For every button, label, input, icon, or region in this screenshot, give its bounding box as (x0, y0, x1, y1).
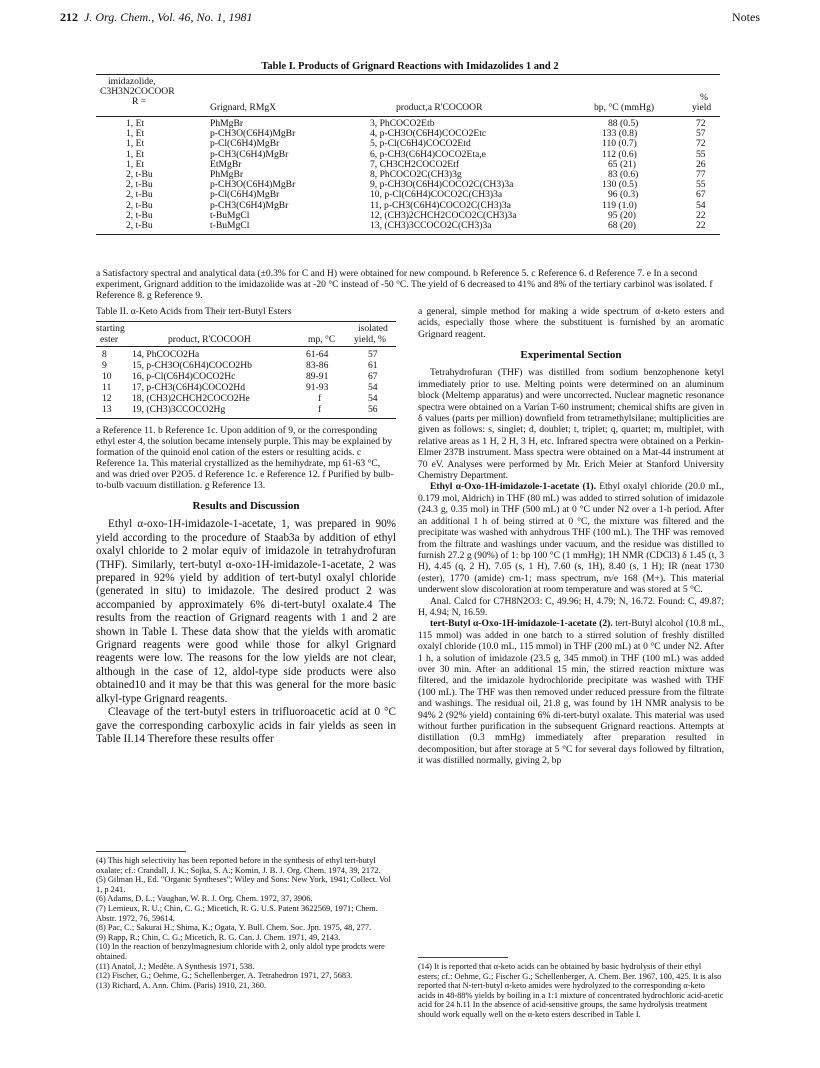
col-imidazolide-label: imidazolide, (108, 76, 156, 87)
table2-body (96, 347, 396, 415)
table1-cell: 1, Et (126, 148, 145, 160)
experimental-heading: Experimental Section (520, 349, 622, 362)
col-ester: ester (100, 334, 119, 346)
table1-cell: 11, p-CH3(C6H4)COCO2C(CH3)3a (370, 199, 511, 211)
table1-caption: Table I. Products of Grignard Reactions with Imidazolides 1 and 2 (261, 61, 559, 72)
table1-cell: 57 (696, 128, 706, 140)
table2-cell: 56 (368, 404, 378, 416)
table2-cell: 15, p-CH3O(C6H4)COCO2Hb (132, 360, 252, 372)
table2-cell: 10 (102, 371, 112, 383)
intro-continued (418, 306, 724, 340)
table2-row (96, 349, 396, 360)
table1-cell: 7, CH3CH2COCO2Etf (370, 158, 460, 170)
footnote-right (418, 957, 724, 1020)
right-column (418, 306, 724, 767)
table1-cell: 1, Et (126, 118, 145, 129)
footnote-item: (6) Adams, D. L.; Vaughan, W. R. J. Org. Chem. 1972, 37, 3906. (96, 894, 313, 904)
col-t2-product: product, R'COCOOH (168, 334, 251, 346)
table1-cell: 8, PhCOCO2C(CH3)3g (370, 168, 462, 180)
results-heading: Results and Discussion (192, 500, 300, 513)
exp-analysis-1: Anal. Calcd for C7H8N2O3: C, 49.96; H, 4.79; N, 16.72. Found: C, 49.87; H, 4.94; N, 16.59. (418, 595, 724, 618)
col-imidazolide-r: R = (132, 96, 147, 107)
table1-cell: 10, p-Cl(C6H4)COCO2C(CH3)3a (370, 189, 503, 201)
table1-cell: p-CH3O(C6H4)MgBr (210, 179, 296, 191)
table1-cell: 2, t-Bu (126, 189, 153, 201)
table1-cell: 55 (696, 179, 706, 191)
footnotes-left (96, 851, 396, 990)
table2-cell: 67 (368, 371, 378, 383)
table2-cell: 12 (102, 393, 112, 405)
table1-row (96, 221, 720, 231)
table2-cell: 18, (CH3)2CHCH2COCO2He (132, 393, 250, 405)
col-bp: bp, °C (mmHg) (594, 102, 655, 113)
table1-cell: 26 (696, 158, 706, 170)
journal-citation (60, 10, 253, 25)
table2-cell: 91-93 (306, 382, 329, 394)
footnote-item: (11) Anatol, J.; Medête. A Synthesis 1971, 538. (96, 961, 255, 971)
table1-cell: 1, Et (126, 128, 145, 140)
footnote-item: (7) Lemieux, R. U.; Chin, C. G.; Micetich, R. G. U.S. Patent 3622569, 1971; Chem. Abstr. 1972, 76, 59614. (96, 903, 378, 923)
table1-cell: 1, Et (126, 138, 145, 150)
table1-cell: t-BuMgCl (210, 209, 250, 221)
table1-cell: 65 (21) (608, 158, 636, 170)
table2-caption: Table II. α-Keto Acids from Their tert-Butyl Esters (96, 306, 292, 317)
exp-compound-2 (418, 618, 724, 766)
table1-cell: 1, Et (126, 158, 145, 170)
table1-cell: 3, PhCOCO2Etb (370, 118, 435, 129)
table1-cell: PhMgBr (210, 118, 244, 129)
table1-cell: 13, (CH3)3CCOCO2C(CH3)3a (370, 219, 492, 231)
table1-cell: 95 (20) (608, 209, 636, 221)
table1-cell: 96 (0.3) (608, 189, 639, 201)
col-imidazolide-formula: C3H3N2COCOOR (100, 86, 175, 97)
table2-row (96, 382, 396, 393)
table1-cell: 2, t-Bu (126, 168, 153, 180)
col-grignard: Grignard, RMgX (210, 102, 277, 113)
table1-cell: 112 (0.6) (602, 148, 637, 160)
col-isolated: isolated (358, 323, 388, 335)
table1-row (96, 190, 720, 200)
footnote-item: (13) Richard, A. Ann. Chim. (Paris) 1910, 21, 360. (96, 980, 267, 990)
table1-cell: 6, p-CH3(C6H4)COCO2Eta,e (370, 148, 486, 160)
left-column (96, 306, 396, 746)
table1-cell: 9, p-CH3O(C6H4)COCO2C(CH3)3a (370, 179, 514, 191)
table2-cell: f (318, 404, 322, 416)
col-starting: starting (96, 323, 125, 335)
table1-cell: 22 (696, 219, 706, 231)
table1-cell: p-Cl(C6H4)MgBr (210, 189, 280, 201)
table1-cell: p-CH3O(C6H4)MgBr (210, 128, 296, 140)
table1-cell: 119 (1.0) (602, 199, 637, 211)
table2-row (96, 393, 396, 404)
table1 (96, 74, 720, 235)
page-number: 212 (60, 10, 78, 24)
table1-cell: 68 (20) (608, 219, 636, 231)
col-yield: yield (692, 102, 712, 113)
table1-header (96, 74, 720, 117)
table2-cell: 61-64 (306, 349, 329, 361)
journal-name: J. Org. Chem., Vol. 46, No. 1, 1981 (84, 10, 253, 24)
table1-footnote: a Satisfactory spectral and analytical data (±0.3% for C and H) were obtained for new compound. b Reference 5. c Reference 6. d Reference 7. e In a second experiment, Grignard addition to the imidazolide was at -20 °C instead of -50 °C. The yield of 6 decreased to 41% and 8% of the tertiary carbinol was isolated. f Reference 8. g Reference 9. (96, 268, 713, 301)
table1-cell: 133 (0.8) (602, 128, 638, 140)
footnote-item: (4) This high selectivity has been reported before in the synthesis of ethyl tert-butyl oxalate; cf.: Crandall, J. K.; Sojka, S. A.; Komin, J. B. J. Org. Chem. 1974, 39, 2172. (96, 856, 381, 875)
table1-cell: p-Cl(C6H4)MgBr (210, 138, 280, 150)
table1-cell: 77 (696, 168, 706, 180)
right-para-0: a general, simple method for making a wide spectrum of α-keto esters and acids, especially those where the substituent is furnished by an aromatic Grignard reagent. (418, 306, 724, 340)
table1-cell: 22 (696, 209, 706, 221)
footnote-item: (9) Rapp, R.; Chin, C. G.; Micetich, R. G. Can. J. Chem. 1971, 49, 2143. (96, 932, 341, 942)
table2-cell: 13 (102, 404, 112, 416)
table1-cell: 88 (0.5) (608, 118, 639, 129)
footnote-item: (8) Pac, C.; Sakurai H.; Shima, K.; Ogata, Y. Bull. Chem. Soc. Jpn. 1975, 48, 277. (96, 923, 372, 933)
table2-row (96, 371, 396, 382)
results-para-1: Ethyl α-oxo-1H-imidazole-1-acetate, 1, was prepared in 90% yield according to the procedure of Staab3a by addition of ethyl oxalyl chloride to 2 molar equiv of imidazole in tetrahydrofuran (THF). Similarly, tert-butyl α-oxo-1H-imidazole-1-acetate, 2 was prepared in 92% yield by addition of tert-butyl oxalyl chloride (generated in situ) to imidazole. The desired product 2 was accompanied by approximately 6% di-tert-butyl oxalate.4 The results from the reaction of Grignard reagents with 1 and 2 are shown in Table I. These data show that the yields with aromatic Grignard reagents were good while those for alkyl Grignard reagents were low. The reasons for the low yields are not clear, although in the case of 12, aldol-type side products were also obtained10 and it may be that this was general for the more basic alkyl-type Grignard reagents. (96, 518, 396, 705)
table2-cell: 57 (368, 349, 378, 361)
table1-cell: p-CH3(C6H4)MgBr (210, 199, 289, 211)
table2-header (96, 321, 396, 347)
table1-cell: 72 (696, 138, 706, 150)
table1-cell: EtMgBr (210, 158, 242, 170)
col-mp: mp, °C (308, 334, 336, 346)
table1-cell: 67 (696, 189, 706, 201)
exp-compound-2-text: tert-Butyl alcohol (10.8 mL, 115 mmol) was added in one batch to a stirred solution of freshly distilled oxalyl chloride (10.0 mL, 115 mmol) in THF (200 mL) at 0 °C under N2. After 1 h, a solution of imidazole (23.5 g, 345 mmol) in THF (100 mL) was added over 30 min. After an additional 15 min, the stirred reaction mixture was filtered, and the imidazole hydrochloride precipitate was washed with THF (100 mL). The THF was then removed under reduced pressure from the filtrate and washings. The residual oil, 21.8 g, was found by 1H NMR analysis to be 94% 2 (92% yield) containing 6% di-tert-butyl oxalate. This material was used without further purification in the subsequent Grignard reactions. Attempts at distillation (0.3 mmHg) immediately after preparation resulted in decomposition, but after storage at 5 °C for several days followed by filtration, it was distilled normally, giving 2, bp (418, 618, 725, 767)
results-para-2: Cleavage of the tert-butyl esters in trifluoroacetic acid at 0 °C gave the corresponding carboxylic acids in fair yields as seen in Table II.14 Therefore these results offer (96, 706, 396, 745)
table1-cell: 5, p-Cl(C6H4)COCO2Etd (370, 138, 471, 150)
table2-cell: 54 (368, 382, 378, 394)
footnote-item: (12) Fischer, G.; Oehme, G.; Schellenberger, A. Tetrahedron 1971, 27, 5683. (96, 971, 353, 981)
footnote-item: (10) In the reaction of benzylmagnesium chloride with 2, only aldol type prodcts were obtained. (96, 942, 385, 961)
footnote-item: (5) Gilman H., Ed. "Organic Syntheses"; Wiley and Sons: New York, 1941; Collect. Vol 1, p 241. (96, 875, 391, 894)
table1-cell: PhMgBr (210, 168, 244, 180)
table1-cell: 130 (0.5) (602, 179, 638, 191)
table1-cell: 2, t-Bu (126, 199, 153, 211)
table1-cell: 2, t-Bu (126, 209, 153, 221)
table2-cell: 83-86 (306, 360, 329, 372)
table1-cell: 72 (696, 118, 706, 129)
table1-cell: 55 (696, 148, 706, 160)
table2-cell: f (318, 393, 322, 405)
table2-row (96, 360, 396, 371)
table1-cell: 83 (0.6) (608, 168, 639, 180)
table1-cell: 2, t-Bu (126, 179, 153, 191)
exp-compound-2-title: tert-Butyl α-Oxo-1H-imidazole-1-acetate (2). (430, 618, 613, 630)
table2-cell: 14, PhCOCO2Ha (132, 349, 200, 361)
table2-cell: 54 (368, 393, 378, 405)
results-body (96, 518, 396, 746)
table2-cell: 61 (368, 360, 378, 372)
table2-cell: 89-91 (306, 371, 329, 383)
exp-compound-1-title: Ethyl α-Oxo-1H-imidazole-1-acetate (1). (430, 481, 597, 493)
table2-cell: 16, p-Cl(C6H4)COCO2Hc (132, 371, 236, 383)
table2-footnote: a Reference 11. b Reference 1c. Upon addition of 9, or the corresponding ethyl ester 4, the solution became intensely purple. This may be explained by formation of the quinoid enol cation of the esters or resulting acids. c Reference 1a. This material crystallized as the hemihydrate, mp 61-63 °C, and was dried over P2O5. d Reference 1c. e Reference 12. f Purified by bulb-to-bulb vacuum distillation. g Reference 13. (96, 425, 394, 492)
table1-cell: 12, (CH3)2CHCH2COCO2C(CH3)3a (370, 209, 517, 221)
table1-cell: 54 (696, 199, 706, 211)
table1-cell: t-BuMgCl (210, 219, 250, 231)
table1-cell: 4, p-CH3O(C6H4)COCO2Etc (370, 128, 487, 140)
table2-cell: 11 (102, 382, 112, 394)
col-yield-pct: % (700, 92, 708, 103)
table2-cell: 17, p-CH3(C6H4)COCO2Hd (132, 382, 245, 394)
exp-general: Tetrahydrofuran (THF) was distilled from sodium benzophenone ketyl immediately prior to use. Melting points were determined on an aluminum block (Meltemp apparatus) and were uncorrected. Nuclear magnetic resonance spectra were obtained on a Varian T-60 instrument; chemical shifts are given in δ values (parts per million) downfield from tetramethylsilane; multiplicities are given as follows: s, singlet; d, doublet; t, triplet; q, quartet; m, multiplet, with relative areas as 1 H, 2 H, 3 H, etc. Infrared spectra were obtained on a Perkin-Elmer 237B instrument. Mass spectra were obtained on a Mat-44 instrument at 70 eV. Analyses were performed by Mr. Erich Meier at Stanford University Chemistry Department. (418, 367, 724, 482)
col-product: product,a R'COCOOR (396, 102, 483, 113)
exp-compound-1 (418, 481, 724, 595)
table2-cell: 8 (102, 349, 107, 361)
table1-cell: p-CH3(C6H4)MgBr (210, 148, 289, 160)
table2-cell: 19, (CH3)3CCOCO2Hg (132, 404, 226, 416)
section-label: Notes (732, 10, 760, 24)
exp-compound-1-text: Ethyl oxalyl chloride (20.0 mL, 0.179 mol, Aldrich) in THF (80 mL) was added to stirred solution of imidazole (24.3 g, 0.35 mol) in THF (500 mL) at 0 °C under N2 over a 1-h period. After an additional 1 h of being stirred at 0 °C, the mixture was filtered and the precipitate was washed with anhydrous THF (100 mL). The THF was removed from the filtrate and washings under vacuum, and the residue was distilled to furnish 27.2 g (90%) of 1: bp 100 °C (1 mmHg); 1H NMR (CDCl3) δ 1.45 (t, 3 H), 4.45 (q, 2 H), 7.05 (s, 1 H), 7.60 (s, 1H), 8.40 (s, 1 H); IR (neat 1730 (ester), 1770 (amide) cm-1; mass spectrum, m/e 168 (M+). This material underwent slow discoloration at room temperature and was stored at 5 °C. (418, 481, 724, 596)
running-header (60, 10, 760, 26)
col-t2-yield: yield, % (354, 334, 386, 346)
footnote-14: (14) It is reported that α-keto acids can be obtained by basic hydrolysis of their ethyl esters; cf.: Oehme, G.; Fischer G.; Schellenberger, A. Chem. Ber. 1967, 100, 425. It is also reported that N-tert-butyl α-keto amides were hydrolyzed to the corresponding α-keto acids in 48-88% yields by boiling in a 1:1 mixture of concentrated hydrochloric acid-acetic acid for 24 h.11 In the absence of acid-sensitive groups, the same hydrolysis treatment should work equally well on the α-keto esters described in Table I. (418, 962, 724, 1019)
table1-cell: 110 (0.7) (602, 138, 637, 150)
table1-cell: 2, t-Bu (126, 219, 153, 231)
table1-body (96, 117, 720, 231)
table2-row (96, 404, 396, 415)
table2-cell: 9 (102, 360, 107, 372)
